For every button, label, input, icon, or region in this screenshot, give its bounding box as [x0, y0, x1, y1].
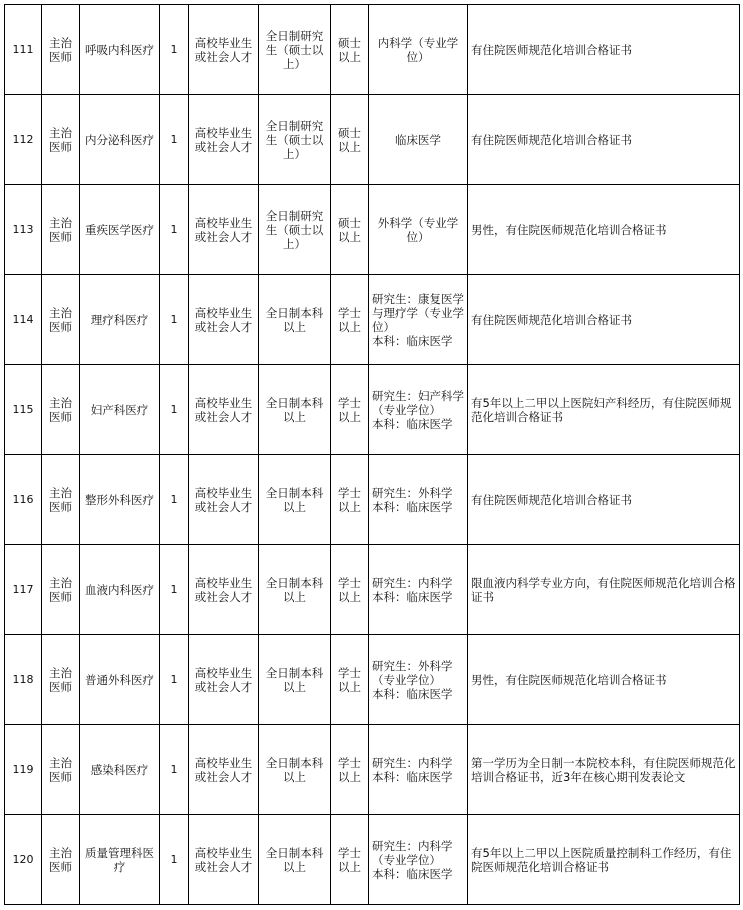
major-line: 临床医学 [395, 132, 441, 147]
cell-headcount: 1 [160, 815, 189, 905]
cell-education: 全日制研究生（硕士以上） [259, 185, 331, 275]
cell-candidate-source: 高校毕业生或社会人才 [189, 185, 259, 275]
cell-job-title: 主治医师 [42, 185, 80, 275]
cell-position-id: 112 [5, 95, 42, 185]
cell-job-title: 主治医师 [42, 725, 80, 815]
major-line: 本科：临床医学 [372, 686, 453, 701]
cell-education: 全日制本科以上 [259, 545, 331, 635]
table-row [5, 725, 740, 815]
major-line: 研究生：康复医学与理疗学（专业学位） [372, 291, 464, 334]
cell-requirement: 限血液内科学专业方向，有住院医师规范化培训合格证书 [468, 545, 740, 635]
cell-position-id: 116 [5, 455, 42, 545]
cell-headcount: 1 [160, 455, 189, 545]
major-line: 本科：临床医学 [372, 769, 453, 784]
cell-department: 重疾医学医疗 [80, 185, 160, 275]
cell-headcount: 1 [160, 275, 189, 365]
cell-requirement: 男性，有住院医师规范化培训合格证书 [468, 185, 740, 275]
cell-education: 全日制研究生（硕士以上） [259, 95, 331, 185]
cell-education: 全日制本科以上 [259, 365, 331, 455]
cell-headcount: 1 [160, 635, 189, 725]
cell-position-id: 114 [5, 275, 42, 365]
cell-major [369, 455, 468, 545]
cell-candidate-source: 高校毕业生或社会人才 [189, 95, 259, 185]
cell-education: 全日制本科以上 [259, 725, 331, 815]
cell-degree: 硕士以上 [331, 5, 369, 95]
cell-department: 质量管理科医疗 [80, 815, 160, 905]
cell-department: 整形外科医疗 [80, 455, 160, 545]
cell-department: 理疗科医疗 [80, 275, 160, 365]
cell-degree: 学士以上 [331, 815, 369, 905]
cell-department: 内分泌科医疗 [80, 95, 160, 185]
cell-degree: 学士以上 [331, 725, 369, 815]
cell-job-title: 主治医师 [42, 275, 80, 365]
major-line: 外科学（专业学位） [377, 215, 459, 244]
cell-candidate-source: 高校毕业生或社会人才 [189, 635, 259, 725]
major-line: 本科：临床医学 [372, 333, 453, 348]
cell-department: 感染科医疗 [80, 725, 160, 815]
cell-requirement: 有住院医师规范化培训合格证书 [468, 275, 740, 365]
recruitment-table [4, 4, 740, 905]
cell-degree: 学士以上 [331, 635, 369, 725]
cell-headcount: 1 [160, 365, 189, 455]
cell-degree: 硕士以上 [331, 95, 369, 185]
table-row [5, 5, 740, 95]
table-row [5, 365, 740, 455]
cell-position-id: 119 [5, 725, 42, 815]
cell-degree: 硕士以上 [331, 185, 369, 275]
cell-job-title: 主治医师 [42, 455, 80, 545]
cell-requirement: 有住院医师规范化培训合格证书 [468, 95, 740, 185]
table-row [5, 455, 740, 545]
cell-job-title: 主治医师 [42, 365, 80, 455]
cell-headcount: 1 [160, 545, 189, 635]
table-row [5, 815, 740, 905]
cell-department: 普通外科医疗 [80, 635, 160, 725]
cell-job-title: 主治医师 [42, 95, 80, 185]
cell-headcount: 1 [160, 95, 189, 185]
cell-department: 血液内科医疗 [80, 545, 160, 635]
major-line: 本科：临床医学 [372, 416, 453, 431]
major-line: 本科：临床医学 [372, 499, 453, 514]
cell-major [369, 5, 468, 95]
cell-requirement: 男性，有住院医师规范化培训合格证书 [468, 635, 740, 725]
cell-candidate-source: 高校毕业生或社会人才 [189, 545, 259, 635]
cell-requirement: 有住院医师规范化培训合格证书 [468, 5, 740, 95]
cell-position-id: 117 [5, 545, 42, 635]
table-row [5, 275, 740, 365]
cell-education: 全日制本科以上 [259, 815, 331, 905]
table-body [5, 5, 740, 905]
cell-job-title: 主治医师 [42, 5, 80, 95]
cell-education: 全日制本科以上 [259, 455, 331, 545]
major-line: 研究生：内科学 [372, 575, 453, 590]
cell-position-id: 115 [5, 365, 42, 455]
major-line: 内科学（专业学位） [377, 35, 459, 64]
table-row [5, 635, 740, 725]
major-line: 研究生：外科学 [372, 485, 453, 500]
cell-department: 呼吸内科医疗 [80, 5, 160, 95]
cell-requirement: 有5年以上二甲以上医院质量控制科工作经历，有住院医师规范化培训合格证书 [468, 815, 740, 905]
cell-education: 全日制本科以上 [259, 275, 331, 365]
major-line: 研究生：内科学（专业学位） [372, 838, 453, 867]
cell-major [369, 815, 468, 905]
cell-major [369, 275, 468, 365]
major-line: 本科：临床医学 [372, 866, 453, 881]
cell-requirement: 有住院医师规范化培训合格证书 [468, 455, 740, 545]
major-line: 研究生：妇产科学（专业学位） [372, 388, 464, 417]
cell-education: 全日制本科以上 [259, 635, 331, 725]
cell-requirement: 第一学历为全日制一本院校本科，有住院医师规范化培训合格证书，近3年在核心期刊发表论文 [468, 725, 740, 815]
cell-requirement: 有5年以上二甲以上医院妇产科经历，有住院医师规范化培训合格证书 [468, 365, 740, 455]
major-line: 研究生：内科学 [372, 755, 453, 770]
cell-position-id: 111 [5, 5, 42, 95]
cell-degree: 学士以上 [331, 365, 369, 455]
cell-major [369, 725, 468, 815]
table-row [5, 545, 740, 635]
cell-position-id: 120 [5, 815, 42, 905]
cell-degree: 学士以上 [331, 545, 369, 635]
cell-major [369, 635, 468, 725]
cell-position-id: 113 [5, 185, 42, 275]
cell-major [369, 95, 468, 185]
cell-job-title: 主治医师 [42, 815, 80, 905]
cell-major [369, 185, 468, 275]
cell-degree: 学士以上 [331, 455, 369, 545]
cell-major [369, 545, 468, 635]
cell-candidate-source: 高校毕业生或社会人才 [189, 725, 259, 815]
cell-department: 妇产科医疗 [80, 365, 160, 455]
cell-candidate-source: 高校毕业生或社会人才 [189, 815, 259, 905]
cell-job-title: 主治医师 [42, 635, 80, 725]
cell-major [369, 365, 468, 455]
cell-headcount: 1 [160, 725, 189, 815]
cell-candidate-source: 高校毕业生或社会人才 [189, 275, 259, 365]
cell-job-title: 主治医师 [42, 545, 80, 635]
cell-candidate-source: 高校毕业生或社会人才 [189, 455, 259, 545]
major-line: 研究生：外科学（专业学位） [372, 658, 453, 687]
cell-degree: 学士以上 [331, 275, 369, 365]
table-row [5, 185, 740, 275]
cell-position-id: 118 [5, 635, 42, 725]
cell-headcount: 1 [160, 185, 189, 275]
major-line: 本科：临床医学 [372, 589, 453, 604]
cell-candidate-source: 高校毕业生或社会人才 [189, 5, 259, 95]
table-row [5, 95, 740, 185]
cell-headcount: 1 [160, 5, 189, 95]
cell-education: 全日制研究生（硕士以上） [259, 5, 331, 95]
cell-candidate-source: 高校毕业生或社会人才 [189, 365, 259, 455]
